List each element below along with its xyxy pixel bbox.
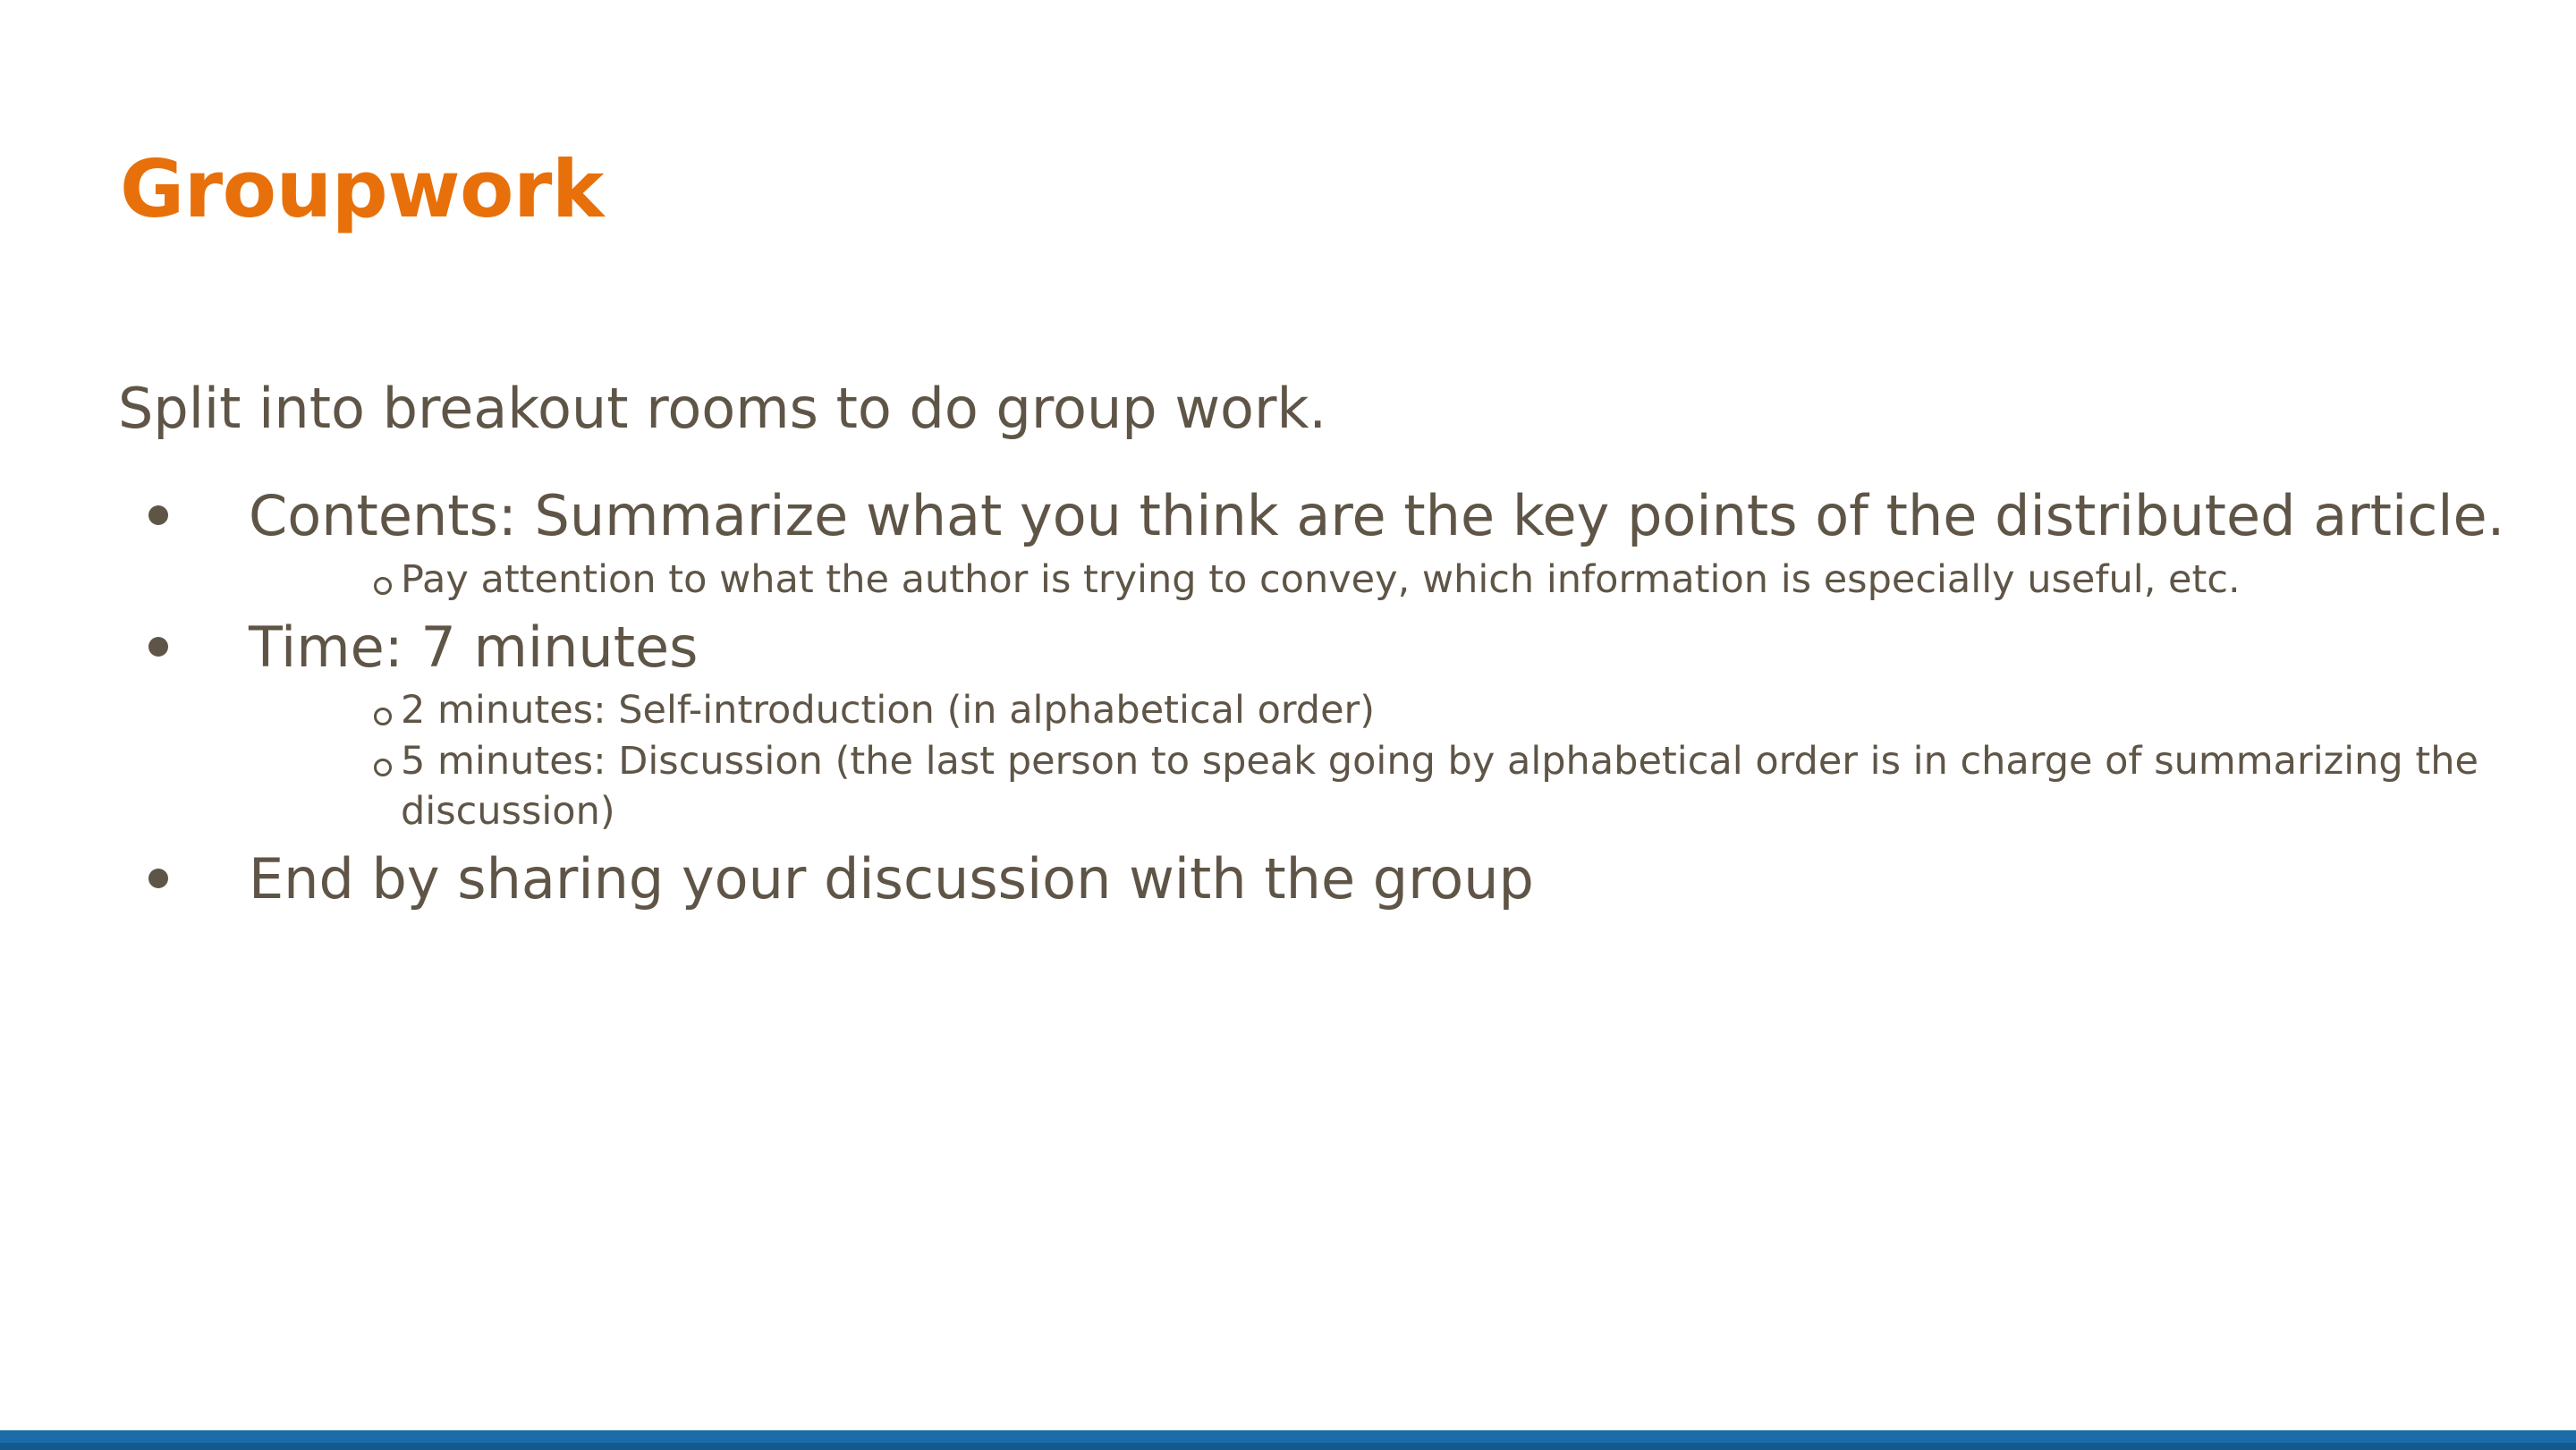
bullet-list	[118, 482, 2515, 912]
hollow-bullet-point-icon	[374, 577, 392, 595]
footer-accent-bar-shadow	[0, 1443, 2576, 1450]
list-item	[118, 482, 2515, 605]
hollow-bullet-point-icon	[374, 708, 392, 725]
list-item	[118, 614, 2515, 836]
bullet-point-icon	[148, 869, 168, 888]
slide-body	[118, 376, 2515, 916]
sub-list-item-label: 2 minutes: Self-introduction (in alphabetical order)	[401, 688, 1376, 733]
page-title: Groupwork	[120, 143, 604, 235]
list-item-label: End by sharing your discussion with the group	[249, 845, 1534, 912]
sub-list-item	[249, 686, 2515, 735]
hollow-bullet-point-icon	[374, 759, 392, 776]
bullet-point-icon	[148, 505, 168, 525]
list-item	[118, 845, 2515, 913]
list-item-label: Time: 7 minutes	[249, 614, 699, 680]
sub-list-item	[249, 555, 2515, 605]
list-item-label: Contents: Summarize what you think are the key points of the distributed article.	[249, 483, 2505, 549]
footer-accent-bar	[0, 1430, 2576, 1450]
bullet-point-icon	[148, 637, 168, 657]
sub-bullet-list	[249, 555, 2515, 605]
sub-bullet-list	[249, 686, 2515, 835]
lead-paragraph: Split into breakout rooms to do group work.	[118, 376, 1327, 441]
sub-list-item	[249, 737, 2515, 835]
sub-list-item-label: Pay attention to what the author is trying to convey, which information is especially useful, etc.	[401, 556, 2241, 602]
sub-list-item-label: 5 minutes: Discussion (the last person to speak going by alphabetical order is in charge of summarizing the discussion)	[401, 739, 2479, 834]
